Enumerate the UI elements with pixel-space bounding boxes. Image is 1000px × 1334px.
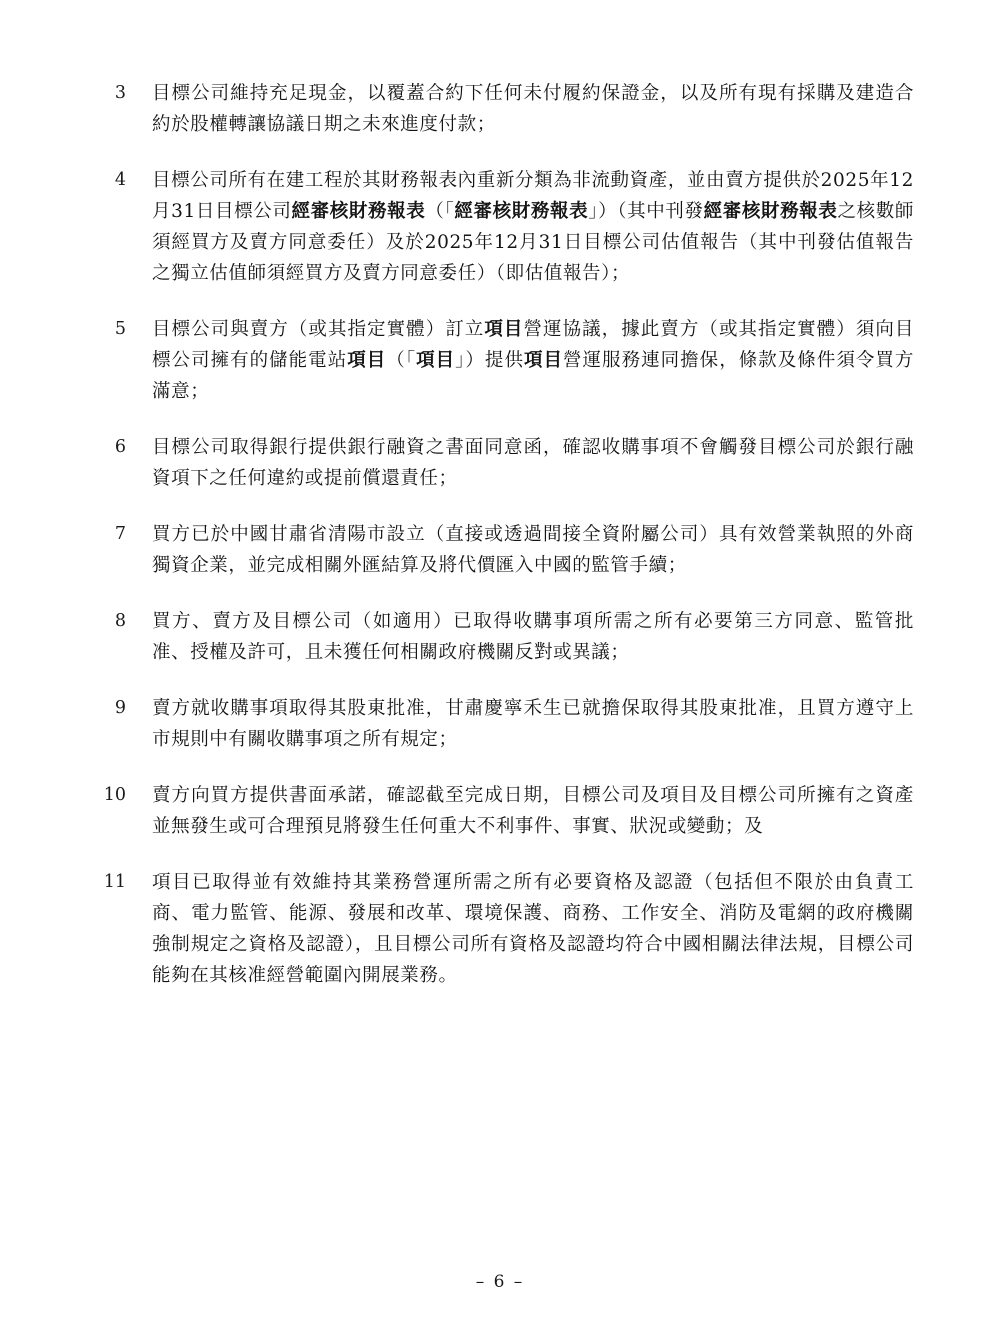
clause-number: 6 — [114, 437, 126, 457]
clause-number: 10 — [103, 785, 126, 805]
clause-text: 項目已取得並有效維持其業務營運所需之所有必要資格及認證（包括但不限於由負責工商、電力監管、能源、發展和改革、環境保護、商務、工作安全、消防及電網的政府機關強制規定之資格及認證），且目標公司所有資格及認證均符合中國相關法律法規，目標公司能夠在其核准經營範圍內開展業務。 — [152, 872, 914, 986]
clause-item — [86, 867, 914, 991]
clause-item — [86, 314, 914, 407]
clause-text: 目標公司與賣方（或其指定實體）訂立項目營運協議，據此賣方（或其指定實體）須向目標公司擁有的儲能電站項目（「項目」）提供項目營運服務連同擔保，條款及條件須令買方滿意； — [152, 319, 914, 402]
page-footer: – 6 – — [475, 1272, 525, 1292]
clause-list — [86, 78, 914, 991]
clause-number: 8 — [114, 611, 126, 631]
clause-item — [86, 165, 914, 289]
clause-item — [86, 693, 914, 755]
clause-item — [86, 780, 914, 842]
clause-number: 11 — [103, 872, 126, 892]
clause-text: 目標公司取得銀行提供銀行融資之書面同意函，確認收購事項不會觸發目標公司於銀行融資項下之任何違約或提前償還責任； — [152, 437, 914, 489]
clause-text: 目標公司維持充足現金，以覆蓋合約下任何未付履約保證金，以及所有現有採購及建造合約於股權轉讓協議日期之未來進度付款； — [152, 83, 914, 135]
clause-item — [86, 78, 914, 140]
clause-text: 賣方就收購事項取得其股東批准，甘肅慶寧禾生已就擔保取得其股東批准，且買方遵守上市規則中有關收購事項之所有規定； — [152, 698, 914, 750]
clause-text: 買方、賣方及目標公司（如適用）已取得收購事項所需之所有必要第三方同意、監管批准、授權及許可，且未獲任何相關政府機關反對或異議； — [152, 611, 914, 663]
clause-text: 目標公司所有在建工程於其財務報表內重新分類為非流動資產，並由賣方提供於2025年12月31日目標公司經審核財務報表（「經審核財務報表」）（其中刊發經審核財務報表之核數師須經買方及賣方同意委任）及於2025年12月31日目標公司估值報告（其中刊發估值報告之獨立估值師須經買方及賣方同意委任）（即估值報告）； — [152, 170, 914, 284]
clause-item — [86, 606, 914, 668]
clause-number: 3 — [114, 83, 126, 103]
clause-number: 5 — [114, 319, 126, 339]
clause-text: 賣方向買方提供書面承諾，確認截至完成日期，目標公司及項目及目標公司所擁有之資產並無發生或可合理預見將發生任何重大不利事件、事實、狀況或變動；及 — [152, 785, 914, 837]
clause-item — [86, 519, 914, 581]
clause-number: 9 — [114, 698, 126, 718]
clause-number: 7 — [114, 524, 126, 544]
clause-text: 買方已於中國甘肅省清陽市設立（直接或透過間接全資附屬公司）具有效營業執照的外商獨資企業，並完成相關外匯結算及將代價匯入中國的監管手續； — [152, 524, 914, 576]
clause-number: 4 — [114, 170, 126, 190]
clause-item — [86, 432, 914, 494]
